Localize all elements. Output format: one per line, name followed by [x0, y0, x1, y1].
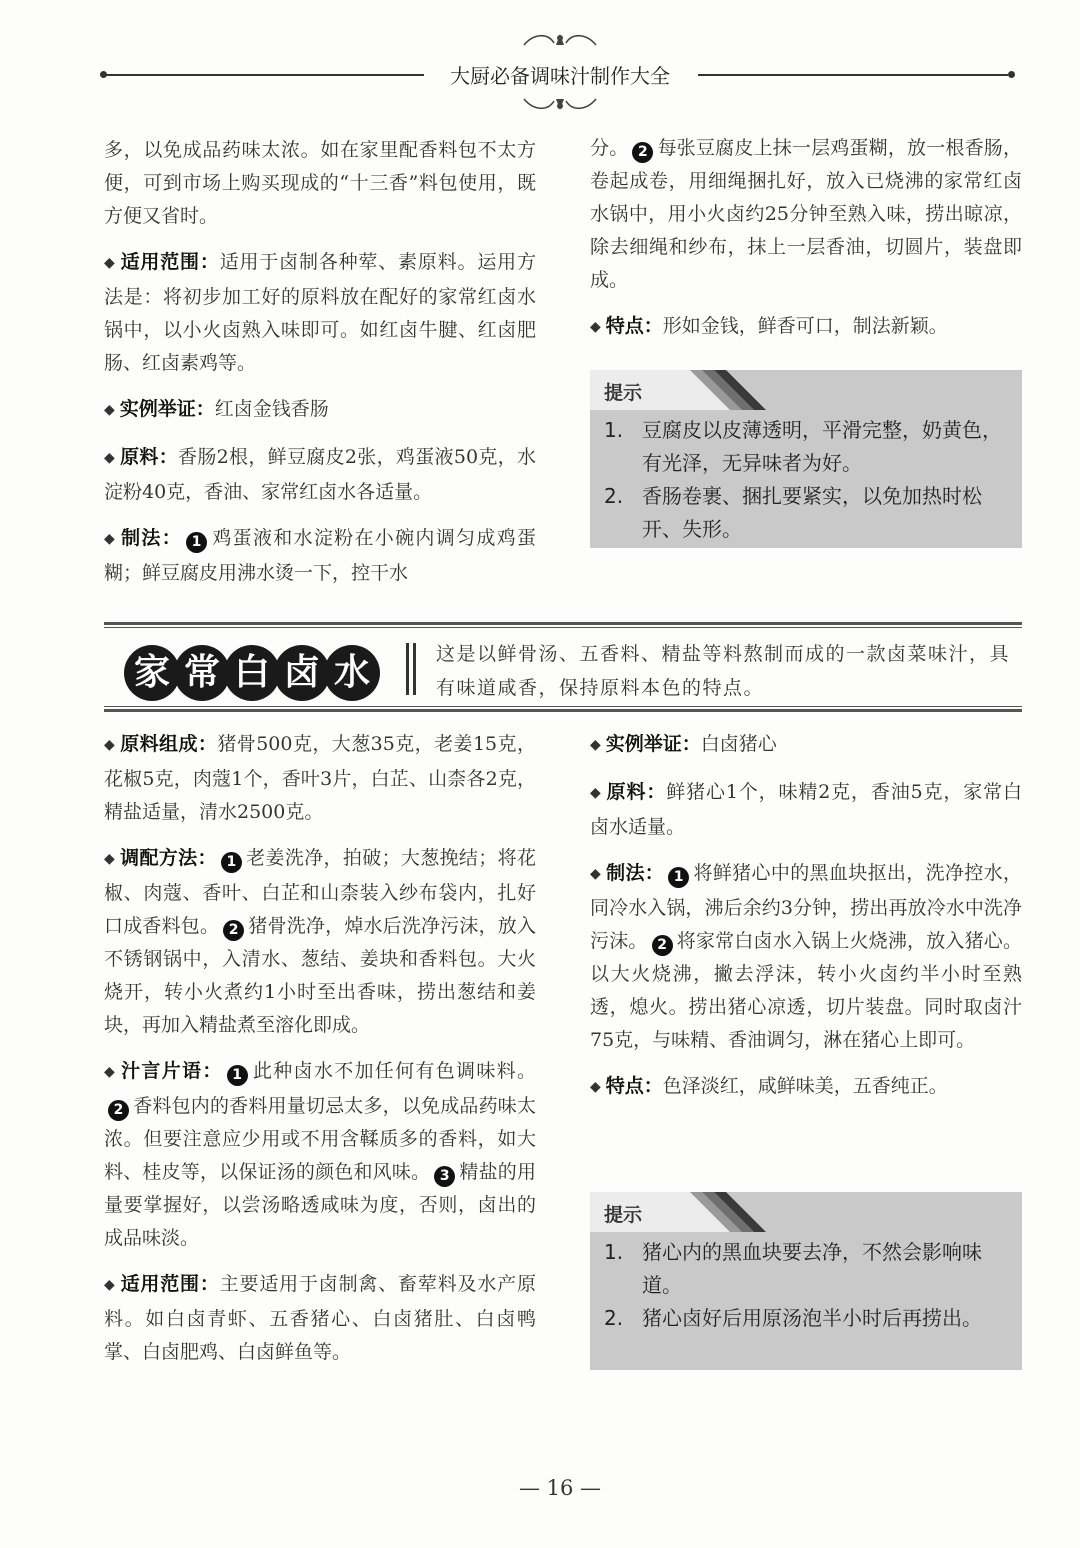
step-number-2: 2 — [632, 142, 653, 163]
step-number-2: 2 — [108, 1100, 129, 1121]
tip-title: 提示 — [604, 382, 643, 404]
step-number-1: 1 — [186, 532, 207, 553]
tip-item: 2. 香肠卷裹、捆扎要紧实，以免加热时松开、失形。 — [604, 484, 982, 541]
tip-title: 提示 — [604, 1204, 643, 1226]
tip-list — [604, 1236, 1008, 1335]
ingredients-paragraph: ◆ 原料：香肠2根，鲜豆腐皮2张，鸡蛋液50克，水淀粉40克，香油、家常红卤水各适量。 — [104, 446, 536, 503]
step-number-3: 3 — [434, 1166, 455, 1187]
diamond-bullet-icon: ◆ — [104, 402, 115, 418]
diamond-bullet-icon: ◆ — [104, 1277, 116, 1293]
tip-header-stripe — [590, 370, 1022, 410]
diamond-bullet-icon: ◆ — [104, 255, 116, 271]
section-title-char: 水 — [324, 645, 380, 701]
section-intro: 这是以鲜骨汤、五香料、精盐等料熬制而成的一款卤菜味汁，具有味道咸香，保持原料本色的特点。 — [436, 643, 1011, 699]
top-left-column — [104, 134, 536, 603]
tip-item: 1. 豆腐皮以皮薄透明，平滑完整，奶黄色，有光泽，无异味者为好。 — [604, 418, 1002, 475]
tip-item: 2. 猪心卤好后用原汤泡半小时后再捞出。 — [604, 1306, 982, 1330]
top-right-column — [590, 132, 1022, 358]
notes-paragraph: ◆ 汁言片语： 1 此种卤水不加任何有色调味料。2 香料包内的香料用量切忌太多，以免成品药味太浓。但要注意应少用或不用含鞣质多的香料，如大料、桂皮等，以保证汤的颜色和风味。 3 精盐的用量要掌握好，以尝汤略透咸味为度，否则，卤出的成品味淡。 — [104, 1060, 536, 1249]
diamond-bullet-icon: ◆ — [590, 785, 602, 801]
section-title — [124, 645, 382, 701]
step-number-2: 2 — [652, 935, 673, 956]
section-title-char: 常 — [174, 645, 230, 701]
diamond-bullet-icon: ◆ — [104, 737, 116, 753]
section-title-char: 家 — [124, 645, 180, 701]
section-divider-bar — [413, 643, 416, 695]
example-paragraph: ◆ 实例举证：红卤金钱香肠 — [104, 398, 329, 420]
step-number-1: 1 — [227, 1065, 248, 1086]
bottom-right-column — [590, 728, 1022, 1118]
diamond-bullet-icon: ◆ — [104, 851, 116, 867]
page-number: — 16 — — [518, 1476, 602, 1500]
usage-scope-paragraph: ◆ 适用范围：主要适用于卤制禽、畜荤料及水产原料。如白卤青虾、五香猪心、白卤猪肚、白卤鸭掌、白卤肥鸡、白卤鲜鱼等。 — [104, 1273, 536, 1363]
tip-box-top — [590, 370, 1022, 548]
section-rule-top — [104, 622, 1022, 625]
section-title-char: 白 — [224, 645, 280, 701]
diamond-bullet-icon: ◆ — [590, 1079, 601, 1095]
section-divider-bar — [406, 643, 409, 695]
tip-box-bottom — [590, 1192, 1022, 1370]
method-paragraph: ◆ 制法： 1 鸡蛋液和水淀粉在小碗内调匀成鸡蛋糊；鲜豆腐皮用沸水烫一下，控干水 — [104, 527, 536, 584]
usage-scope-paragraph: ◆ 适用范围：适用于卤制各种荤、素原料。运用方法是：将初步加工好的原料放在配好的家常红卤水锅中，以小火卤熟入味即可。如红卤牛腱、红卤肥肠、红卤素鸡等。 — [104, 251, 536, 374]
running-header-title: 大厨必备调味汁制作大全 — [450, 64, 670, 88]
step-number-1: 1 — [221, 852, 242, 873]
top-ornament — [520, 30, 600, 52]
step-number-2: 2 — [223, 920, 244, 941]
paragraph-continuation: 多，以免成品药味太浓。如在家里配香料包不太方便，可到市场上购买现成的“十三香”料包使用，既方便又省时。 — [104, 139, 536, 227]
diamond-bullet-icon: ◆ — [104, 531, 117, 547]
section-rule-top-thin — [104, 627, 1022, 628]
method-paragraph: ◆ 制法： 1 将鲜猪心中的黑血块抠出，洗净控水，同冷水入锅，沸后余约3分钟，捞出再放冷水中洗净污沫。 2 将家常白卤水入锅上火烧沸，放入猪心。以大火烧沸，撇去浮沫，转小火卤约半小时至熟透，熄火。捞出猪心凉透，切片装盘。同时取卤汁75克，与味精、香油调匀，淋在猪心上即可。 — [590, 862, 1022, 1051]
diamond-bullet-icon: ◆ — [104, 1064, 117, 1080]
bottom-ornament — [520, 92, 600, 114]
header-rule-left — [104, 74, 424, 76]
section-rule-bottom-thin — [104, 706, 1022, 707]
diamond-bullet-icon: ◆ — [104, 450, 116, 466]
ingredients-paragraph: ◆ 原料：鲜猪心1个，味精2克，香油5克，家常白卤水适量。 — [590, 781, 1022, 838]
example-paragraph: ◆ 实例举证：白卤猪心 — [590, 733, 777, 755]
bottom-left-column — [104, 728, 536, 1382]
tip-list — [604, 414, 1008, 546]
header-rule-end-dot — [1008, 71, 1015, 78]
step-number-1: 1 — [668, 867, 689, 888]
diamond-bullet-icon: ◆ — [590, 737, 601, 753]
diamond-bullet-icon: ◆ — [590, 866, 602, 882]
section-rule-bottom — [104, 709, 1022, 712]
method-continuation: 分。 2 每张豆腐皮上抹一层鸡蛋糊，放一根香肠，卷起成卷，用细绳捆扎好，放入已烧沸的家常红卤水锅中，用小火卤约25分钟至熟入味，捞出晾凉，除去细绳和纱布，抹上一层香油，切圆片，装盘即成。 — [590, 137, 1022, 291]
tip-header-stripe — [590, 1192, 1022, 1232]
composition-paragraph: ◆ 原料组成：猪骨500克，大葱35克，老姜15克，花椒5克，肉蔻1个，香叶3片，白芷、山柰各2克，精盐适量，清水2500克。 — [104, 733, 536, 823]
features-paragraph: ◆ 特点：色泽淡红，咸鲜味美，五香纯正。 — [590, 1075, 948, 1097]
section-title-char: 卤 — [274, 645, 330, 701]
tip-item: 1. 猪心内的黑血块要去净，不然会影响味道。 — [604, 1240, 982, 1297]
preparation-paragraph: ◆ 调配方法： 1 老姜洗净，拍破；大葱挽结；将花椒、肉蔻、香叶、白芷和山柰装入纱布袋内，扎好口成香料包。 2 猪骨洗净，焯水后洗净污沫，放入不锈钢锅中，入清水、葱结、姜块和香料包。大火烧开，转小火煮约1小时至出香味，捞出葱结和姜块，再加入精盐煮至溶化即成。 — [104, 847, 536, 1036]
diamond-bullet-icon: ◆ — [590, 319, 601, 335]
header-rule-right — [698, 74, 1008, 76]
features-paragraph: ◆ 特点：形如金钱，鲜香可口，制法新颖。 — [590, 315, 948, 337]
